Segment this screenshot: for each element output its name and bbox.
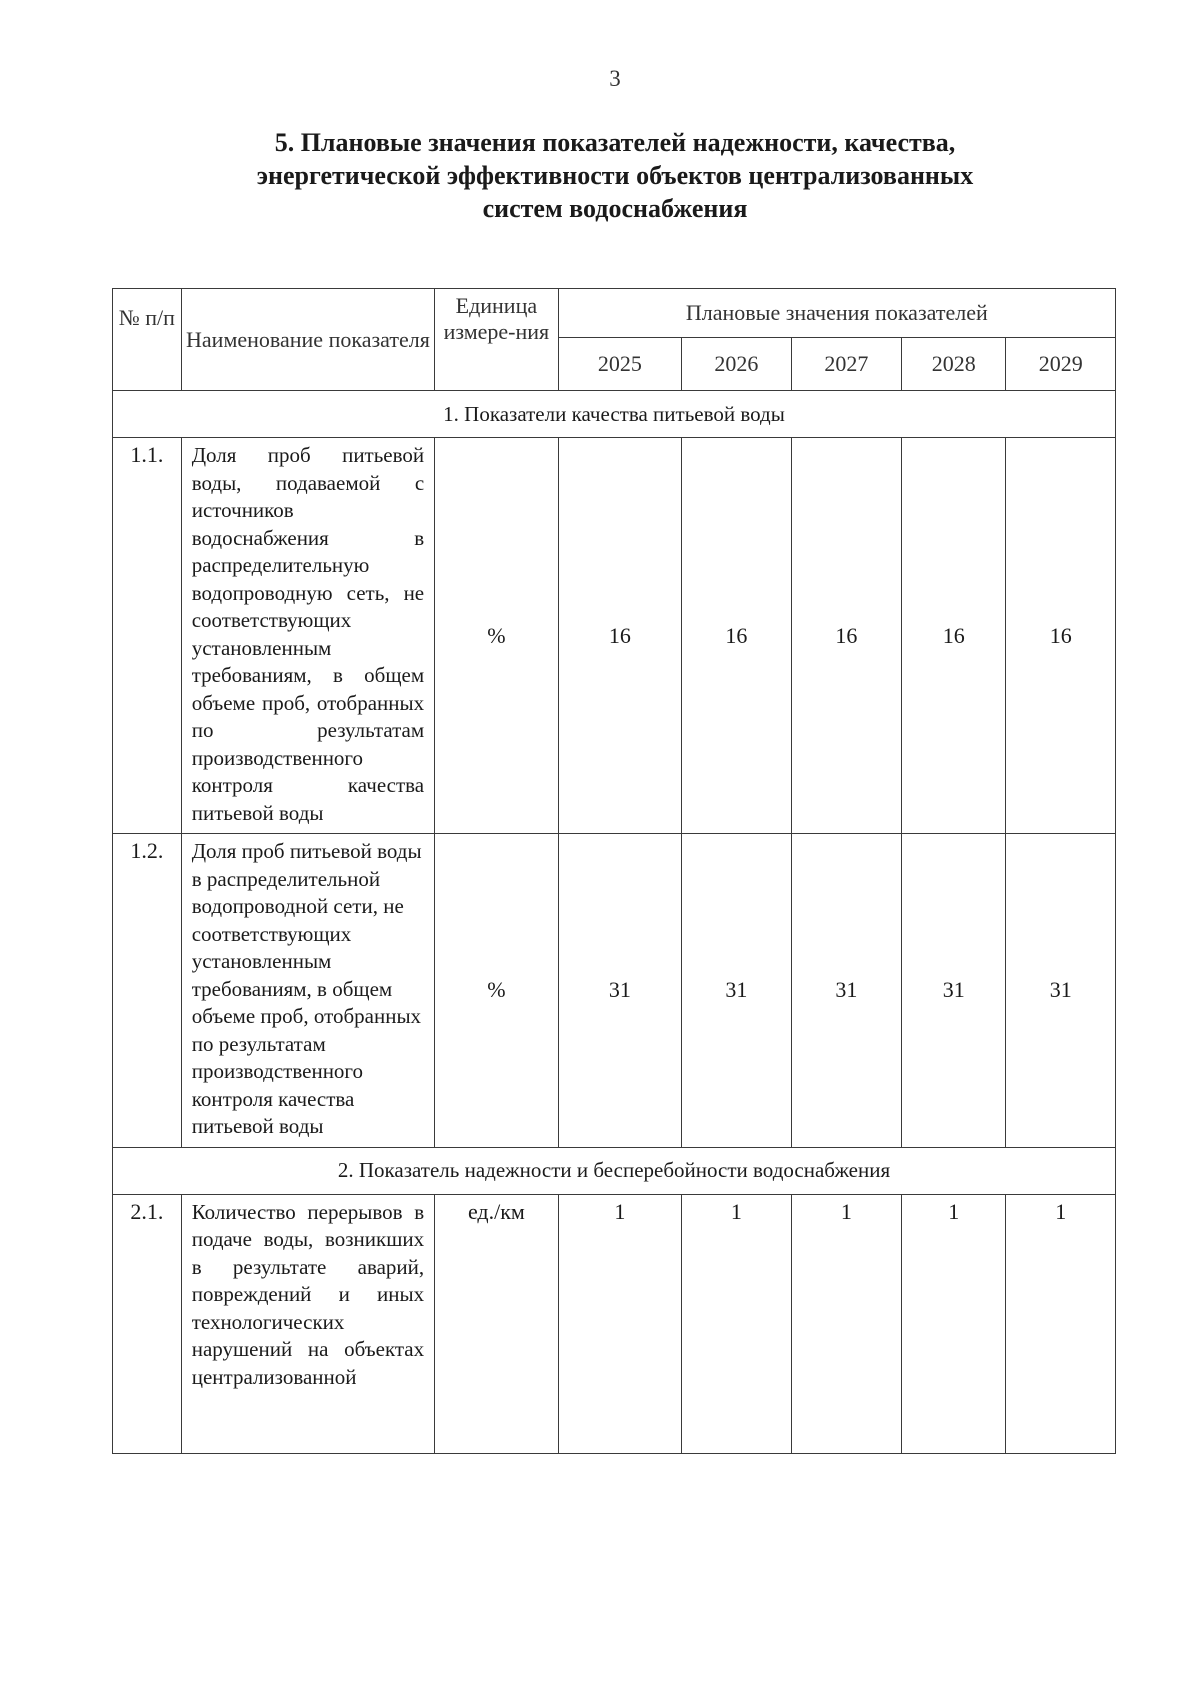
section-title: 1. Показатели качества питьевой воды [113, 391, 1116, 438]
table-header-row [113, 289, 1116, 338]
row-value: 16 [902, 438, 1006, 834]
header-num: № п/п [113, 289, 182, 391]
row-value: 1 [791, 1194, 902, 1453]
header-year: 2029 [1006, 338, 1116, 391]
row-num: 1.2. [113, 834, 182, 1148]
row-value: 1 [682, 1194, 792, 1453]
title-line: 5. Плановые значения показателей надежности, качества, [274, 128, 956, 157]
row-value: 31 [1006, 834, 1116, 1148]
header-year: 2028 [902, 338, 1006, 391]
row-value: 31 [791, 834, 902, 1148]
row-unit: % [435, 834, 558, 1148]
header-name: Наименование показателя [181, 289, 434, 391]
header-year: 2026 [682, 338, 792, 391]
table-row [113, 438, 1116, 834]
row-value: 31 [902, 834, 1006, 1148]
row-value: 31 [682, 834, 792, 1148]
table-row [113, 834, 1116, 1148]
header-year: 2027 [791, 338, 902, 391]
row-name: Доля проб питьевой воды, подаваемой с источников водоснабжения в распределительную водопроводную сеть, не соответствующих установленным требованиям, в общем объеме проб, отобранных по результатам производственного контроля качества питьевой воды [181, 438, 434, 834]
section-title: 2. Показатель надежности и бесперебойности водоснабжения [113, 1147, 1116, 1194]
row-value: 1 [558, 1194, 681, 1453]
row-value: 16 [791, 438, 902, 834]
row-value: 31 [558, 834, 681, 1148]
row-value: 16 [558, 438, 681, 834]
row-name: Доля проб питьевой воды в распределительной водопроводной сети, не соответствующих установленным требованиям, в общем объеме проб, отобранных по результатам производственного контроля качества питьевой воды [181, 834, 434, 1148]
section-row [113, 1147, 1116, 1194]
document-title [200, 126, 1030, 225]
section-row [113, 391, 1116, 438]
row-value: 1 [1006, 1194, 1116, 1453]
table-row [113, 1194, 1116, 1453]
row-num: 1.1. [113, 438, 182, 834]
row-value: 16 [682, 438, 792, 834]
title-line: систем водоснабжения [482, 194, 748, 223]
row-unit: % [435, 438, 558, 834]
indicators-table [112, 288, 1116, 1454]
title-line: энергетической эффективности объектов централизованных [256, 161, 974, 190]
row-value: 16 [1006, 438, 1116, 834]
header-plan: Плановые значения показателей [558, 289, 1115, 338]
header-year: 2025 [558, 338, 681, 391]
row-name: Количество перерывов в подаче воды, возникших в результате аварий, повреждений и иных технологических нарушений на объектах централизованной [181, 1194, 434, 1453]
row-value: 1 [902, 1194, 1006, 1453]
row-unit: ед./км [435, 1194, 558, 1453]
header-unit: Единица измере-ния [435, 289, 558, 391]
row-num: 2.1. [113, 1194, 182, 1453]
page-number: 3 [609, 66, 621, 91]
